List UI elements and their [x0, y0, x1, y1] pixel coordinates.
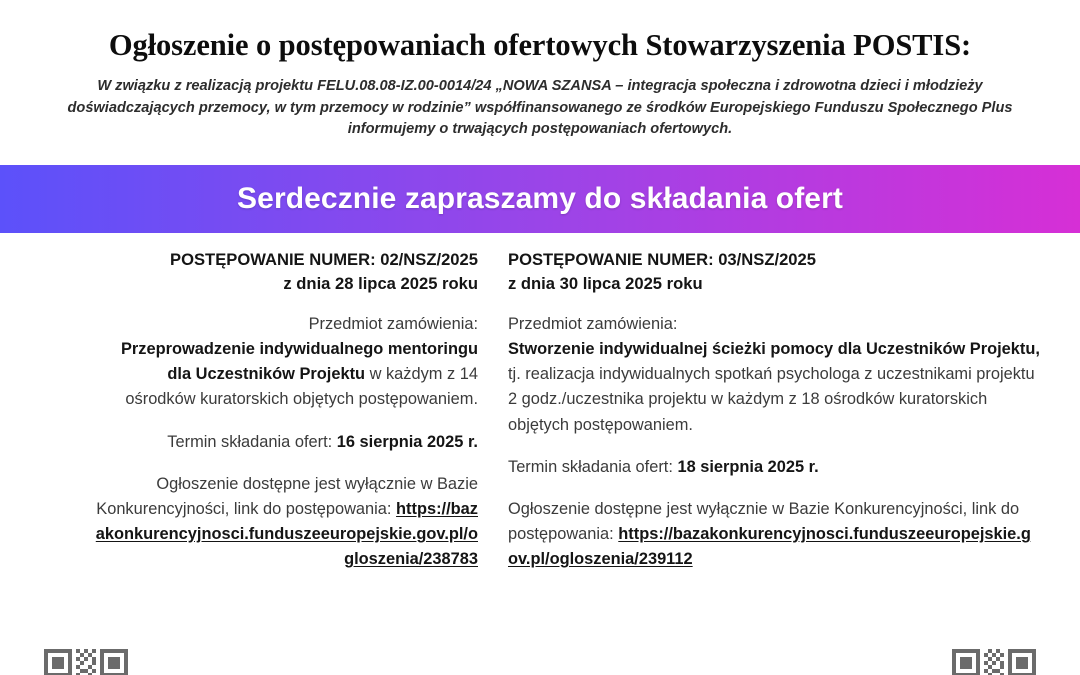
- procedure-left-subject: [95, 312, 478, 412]
- procedure-left-deadline-label: Termin składania ofert:: [167, 432, 337, 451]
- procedures-columns: [0, 248, 1080, 572]
- header: [0, 0, 1080, 141]
- invitation-banner-text: Serdecznie zapraszamy do składania ofert: [237, 182, 843, 215]
- subtitle-block: [0, 76, 1080, 141]
- procedure-right-subject-bold: Stworzenie indywidualnej ścieżki pomocy dla Uczestników Projektu,: [508, 340, 1040, 359]
- procedure-left-subject-bold: Przeprowadzenie indywidualnego mentoringu dla Uczestników Projektu: [121, 340, 478, 384]
- procedure-right-subject-label: Przedmiot zamówienia:: [508, 315, 678, 334]
- procedure-left-subject-rest: w każdym z 14 ośrodków kuratorskich objętych postępowaniem.: [125, 365, 478, 409]
- qr-code-left[interactable]: [44, 649, 128, 675]
- procedure-column-right: [500, 248, 1080, 572]
- procedure-left-link-block: [95, 472, 478, 572]
- procedure-left-subject-label: Przedmiot zamówienia:: [308, 315, 478, 334]
- subtitle-line-1: W związku z realizacją projektu FELU.08.08-IZ.00-0014/24 „NOWA SZANSA – integracja społeczna i zdrowotna dzieci i młodzieży: [97, 78, 983, 95]
- procedure-right-subject: [508, 312, 1040, 437]
- procedure-right-link-block: [508, 497, 1040, 572]
- procedure-left-heading: [95, 248, 478, 295]
- qr-code-right-icon: [952, 649, 1036, 675]
- procedure-left-number: POSTĘPOWANIE NUMER: 02/NSZ/2025: [170, 250, 478, 269]
- subtitle-line-2: doświadczających przemocy, w tym przemocy w rodzinie” współfinansowanego ze środków Europejskiego Funduszu Społecznego Plus: [67, 99, 1013, 116]
- qr-code-left-icon: [44, 649, 128, 675]
- procedure-right-number: POSTĘPOWANIE NUMER: 03/NSZ/2025: [508, 250, 816, 269]
- procedure-right-deadline: [508, 455, 1040, 480]
- procedure-right-date: z dnia 30 lipca 2025 roku: [508, 273, 703, 293]
- procedure-right-deadline-label: Termin składania ofert:: [508, 457, 678, 476]
- procedure-left-date: z dnia 28 lipca 2025 roku: [283, 273, 478, 293]
- procedure-left-deadline: [95, 430, 478, 455]
- procedure-right-link[interactable]: https://bazakonkurencyjnosci.funduszeeuropejskie.gov.pl/ogloszenia/239112: [508, 524, 1031, 568]
- invitation-banner: [0, 165, 1080, 233]
- subtitle-line-3: informujemy o trwających postępowaniach ofertowych.: [347, 121, 733, 138]
- procedure-right-link-intro: Ogłoszenie dostępne jest wyłącznie w Bazie Konkurencyjności, link do postępowania:: [508, 499, 1020, 543]
- page-title: Ogłoszenie o postępowaniach ofertowych Stowarzyszenia POSTIS:: [108, 28, 972, 62]
- procedure-left-link[interactable]: https://bazakonkurencyjnosci.funduszeeuropejskie.gov.pl/ogloszenia/238783: [95, 499, 478, 568]
- procedure-left-link-intro: Ogłoszenie dostępne jest wyłącznie w Bazie Konkurencyjności, link do postępowania:: [96, 474, 478, 518]
- procedure-right-heading: [508, 248, 1040, 295]
- procedure-left-deadline-value: 16 sierpnia 2025 r.: [336, 432, 478, 451]
- procedure-right-deadline-value: 18 sierpnia 2025 r.: [677, 457, 819, 476]
- procedure-right-subject-rest: tj. realizacja indywidualnych spotkań psychologa z uczestnikami projektu 2 godz./uczestnika projektu w każdym z 18 ośrodków kuratorskich objętych postępowaniem.: [508, 365, 1035, 434]
- procedure-column-left: [0, 248, 500, 572]
- qr-code-right[interactable]: [952, 649, 1036, 675]
